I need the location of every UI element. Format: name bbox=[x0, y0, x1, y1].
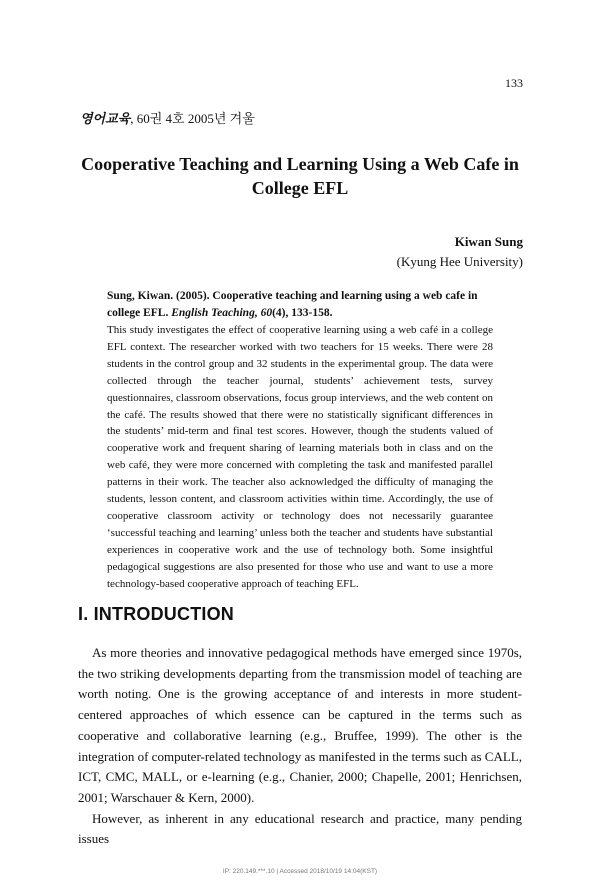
access-footer: IP: 220.149.***.10 | Accessed 2018/10/19 14:04(KST) bbox=[222, 868, 378, 875]
section-heading: I. INTRODUCTION bbox=[78, 604, 234, 624]
body-paragraph: As more theories and innovative pedagogical methods have emerged since 1970s, the two striking developments departing from the transmission model of teaching are worth noting. One is the growing acceptance of and interests in more student-centered approaches of which essence can be captured in the terms such as cooperative and collaborative learning (e.g., Bruffee, 1999). The other is the integration of computer-related technology as manifested in the terms such as CALL, ICT, CMC, MALL, or e-learning (e.g., Chanier, 2000; Chapelle, 2001; Henrichsen, 2001; Warschauer & Kern, 2000). bbox=[78, 645, 522, 805]
journal-name: 영어교육 bbox=[80, 111, 131, 126]
author-name: Kiwan Sung bbox=[454, 234, 523, 249]
paper-title: Cooperative Teaching and Learning Using a Web Cafe in College EFL bbox=[81, 154, 519, 198]
citation bbox=[107, 288, 493, 322]
page-number: 133 bbox=[505, 76, 523, 90]
body-paragraph: However, as inherent in any educational research and practice, many pending issues bbox=[78, 810, 522, 847]
citation-suffix: (4), 133-158. bbox=[272, 307, 333, 319]
body-text bbox=[78, 643, 522, 850]
author-affiliation: (Kyung Hee University) bbox=[396, 254, 523, 269]
abstract: This study investigates the effect of cooperative learning using a web café in a college EFL context. The researcher worked with two teachers for 15 weeks. There were 28 students in the control group and 32 students in the experimental group. The data were collected through the teacher journal, students’ achievement tests, survey questionnaires, classroom observations, focus group interviews, and the web content on the café. The results showed that there were no statistically significant differences in the students’ mid-term and final test scores. However, though the students valued of cooperative work and frequent sharing of learning materials both in class and on the web café, they were more concerned with completing the task and manifested parallel patterns in their work. The teacher also acknowledged the difficulty of managing the students, lesson content, and classroom activities within time. Accordingly, the use of cooperative classroom activity or technology does not necessarily guarantee ‘successful teaching and learning’ unless both the teacher and students have substantial experiences in cooperative work and the use of technology both. Some insightful pedagogical suggestions are also presented for those who use and want to use a more technology-based cooperative approach of teaching EFL. bbox=[107, 324, 493, 590]
citation-prefix: Sung, Kiwan. (2005). Cooperative teaching and learning using a web cafe in college EFL. bbox=[107, 290, 478, 319]
journal-info bbox=[80, 108, 255, 127]
citation-journal: English Teaching, 60 bbox=[171, 307, 273, 319]
journal-issue: , 60권 4호 2005년 겨울 bbox=[130, 111, 255, 126]
